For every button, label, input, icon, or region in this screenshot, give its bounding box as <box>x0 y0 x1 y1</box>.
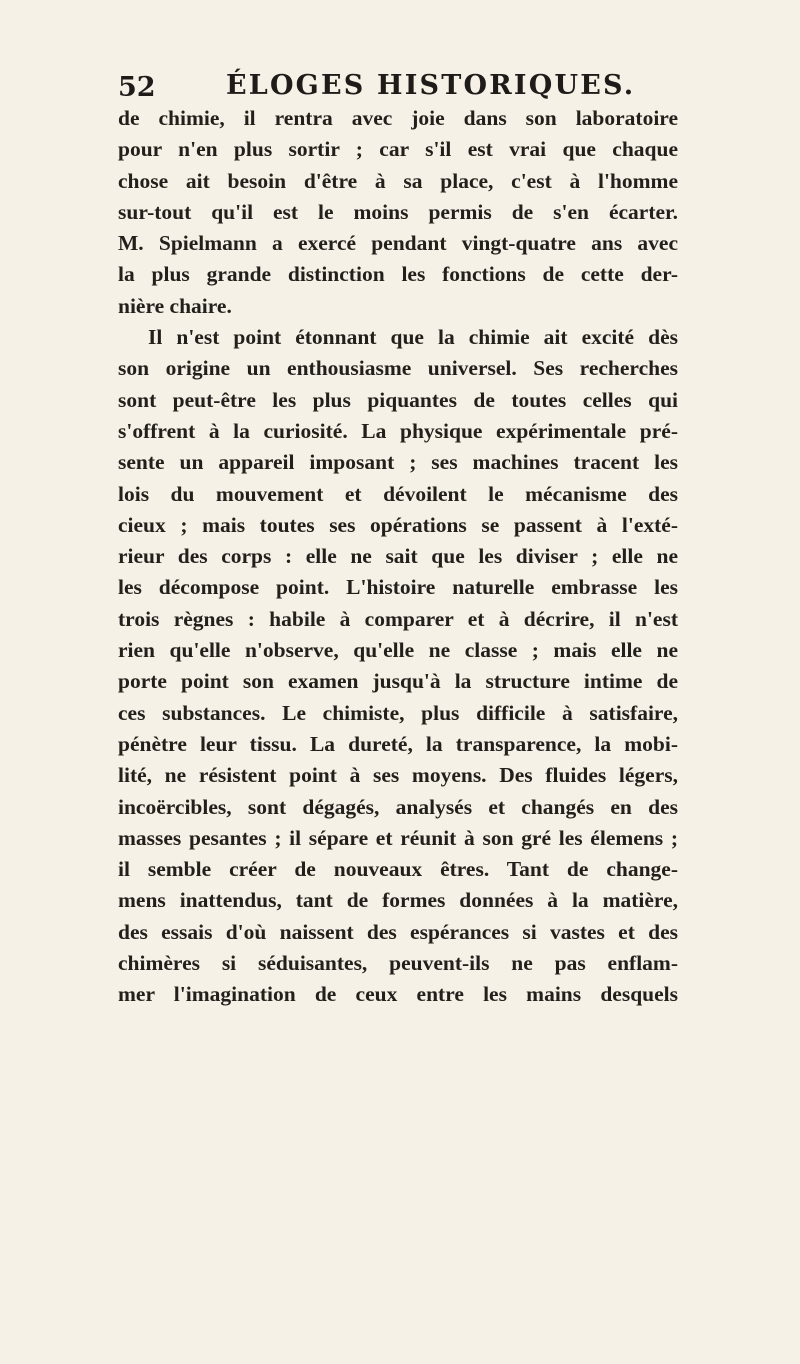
text-line: la plus grande distinction les fonctions de cette der- <box>118 262 678 287</box>
text-line: son origine un enthousiasme universel. Ses recherches <box>118 356 678 381</box>
page-number: 52 <box>118 72 156 103</box>
text-line: trois règnes : habile à comparer et à décrire, il n'est <box>118 606 678 631</box>
text-line: rieur des corps : elle ne sait que les diviser ; elle ne <box>118 544 678 569</box>
text-line: nière chaire. <box>118 293 232 318</box>
text-line: pénètre leur tissu. La dureté, la transparence, la mobi- <box>118 731 678 756</box>
text-line: chimères si séduisantes, peuvent-ils ne pas enflam- <box>118 951 678 976</box>
text-line: mens inattendus, tant de formes données à la matière, <box>118 888 678 913</box>
text-line: porte point son examen jusqu'à la structure intime de <box>118 669 678 694</box>
body-text <box>118 103 678 1011</box>
text-line: rien qu'elle n'observe, qu'elle ne classe ; mais elle ne <box>118 638 678 663</box>
text-line: sont peut-être les plus piquantes de toutes celles qui <box>118 387 678 412</box>
text-line: des essais d'où naissent des espérances si vastes et des <box>118 919 678 944</box>
text-line: Il n'est point étonnant que la chimie ait excité dès <box>148 325 678 350</box>
text-line: cieux ; mais toutes ses opérations se passent à l'exté- <box>118 512 678 537</box>
text-line: incoërcibles, sont dégagés, analysés et changés en des <box>118 794 678 819</box>
paragraph-2 <box>118 322 678 1011</box>
text-line: M. Spielmann a exercé pendant vingt-quatre ans avec <box>118 231 678 256</box>
text-line: pour n'en plus sortir ; car s'il est vrai que chaque <box>118 137 678 162</box>
text-line: chose ait besoin d'être à sa place, c'est à l'homme <box>118 168 678 193</box>
text-line: mer l'imagination de ceux entre les mains desquels <box>118 982 678 1007</box>
text-line: masses pesantes ; il sépare et réunit à son gré les élemens ; <box>118 825 678 850</box>
text-line: les décompose point. L'histoire naturelle embrasse les <box>118 575 678 600</box>
paragraph-1 <box>118 103 678 322</box>
text-line: de chimie, il rentra avec joie dans son laboratoire <box>118 106 678 130</box>
text-line: sente un appareil imposant ; ses machines tracent les <box>118 450 678 475</box>
text-line: ces substances. Le chimiste, plus difficile à satisfaire, <box>118 700 678 725</box>
text-line: il semble créer de nouveaux êtres. Tant de change- <box>118 857 678 882</box>
text-line: sur-tout qu'il est le moins permis de s'en écarter. <box>118 199 678 224</box>
text-line: lois du mouvement et dévoilent le mécanisme des <box>118 481 678 506</box>
text-line: lité, ne résistent point à ses moyens. Des fluides légers, <box>118 763 678 788</box>
page-header <box>118 68 678 108</box>
text-line: s'offrent à la curiosité. La physique expérimentale pré- <box>118 418 678 443</box>
running-title: ÉLOGES HISTORIQUES. <box>226 70 636 101</box>
